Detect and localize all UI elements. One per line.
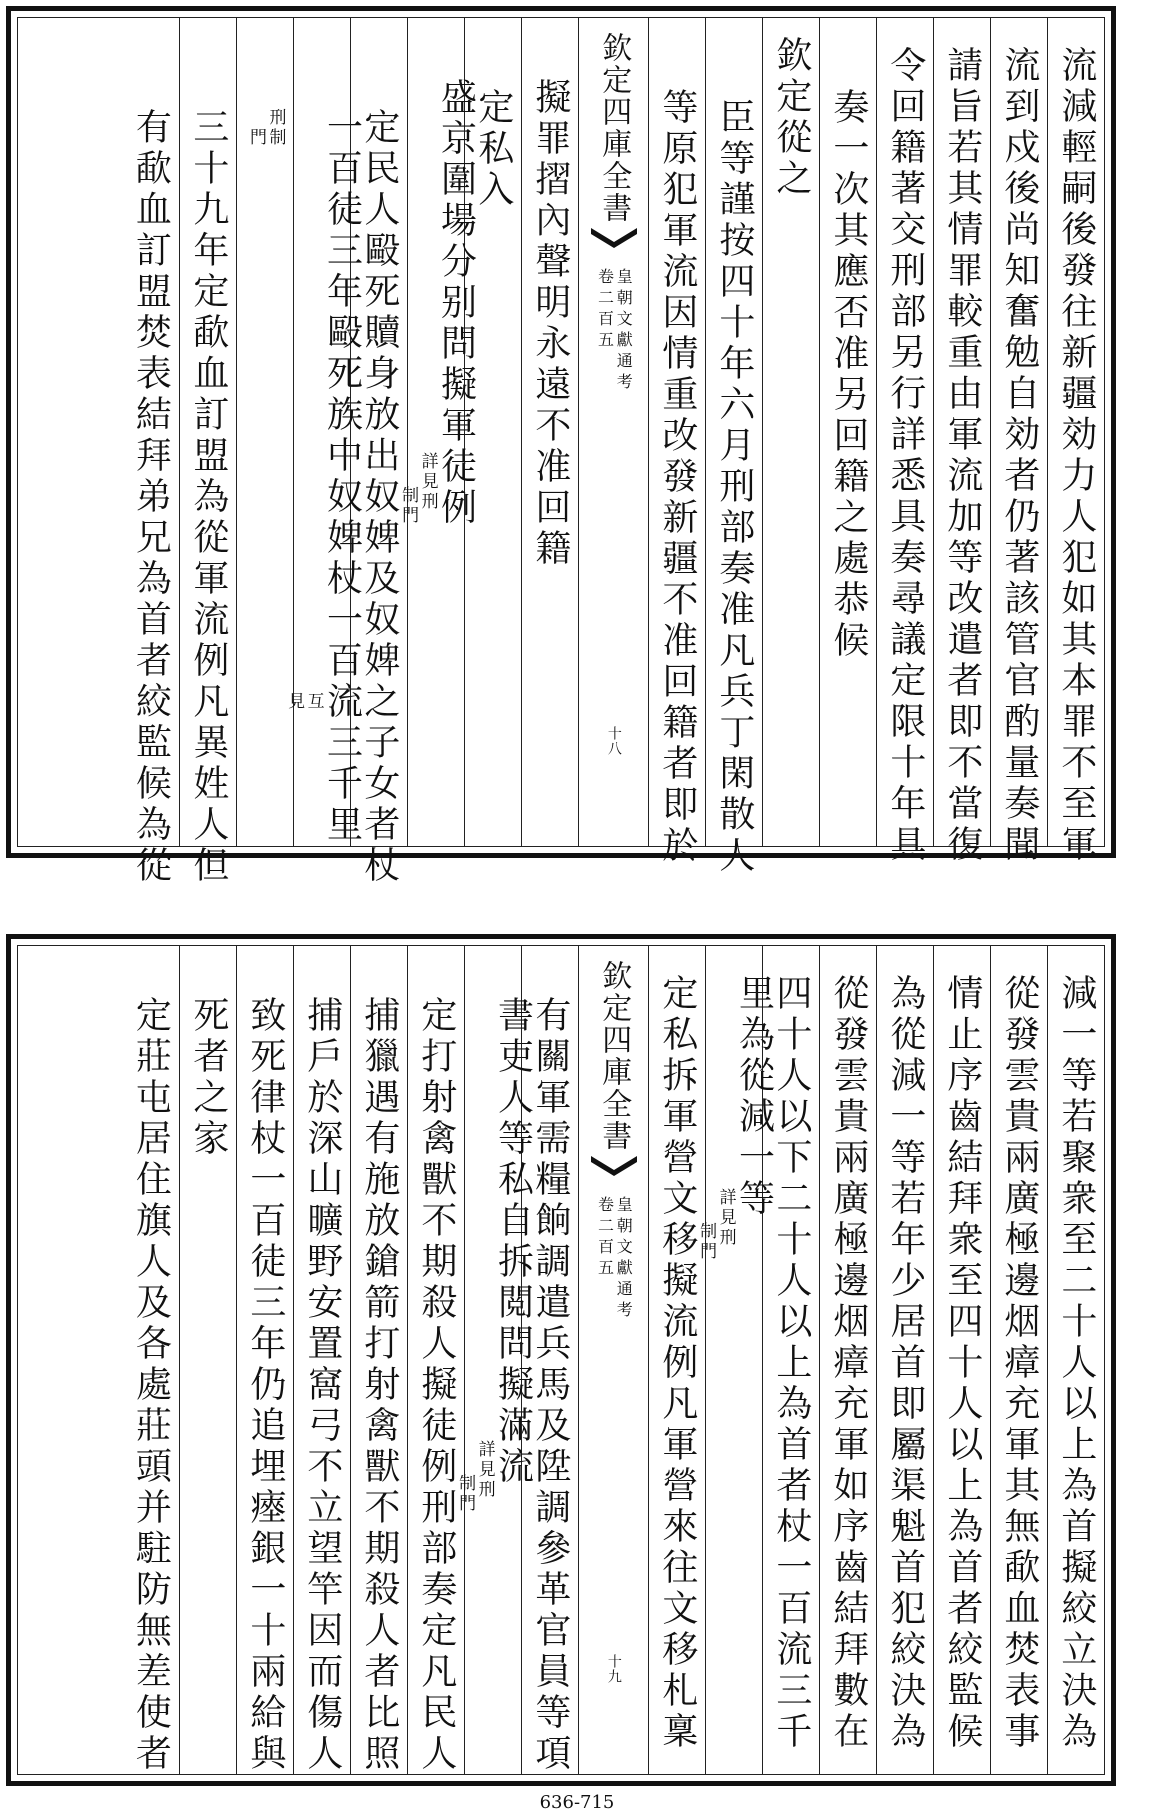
column-text: 擬罪摺內聲明永遠不准回籍 <box>529 78 571 570</box>
column-text: 定莊屯居住旗人及各處莊頭并駐防無差使者 <box>130 996 172 1775</box>
column-text: 里為從減一等 <box>733 974 775 1220</box>
column-text: 定打射禽獸不期殺人擬徒例刑部奏定凡民人 <box>415 996 457 1775</box>
text-column <box>819 946 876 1774</box>
annotation-note: 詳見刑 <box>417 452 438 512</box>
folio-number: 十九 <box>605 1654 622 1684</box>
text-column <box>236 18 293 846</box>
center-subtitle <box>579 268 648 394</box>
text-column <box>990 946 1047 1774</box>
text-column <box>179 946 236 1774</box>
column-text: 捕獵遇有施放鎗箭打射禽獸不期殺人者比照 <box>358 996 400 1775</box>
page-bottom <box>6 934 1116 1786</box>
column-text: 減一等若聚衆至二十人以上為首擬絞立決為 <box>1055 974 1097 1753</box>
column-text: 有歃血訂盟焚表結拜弟兄為首者絞監候為從 <box>130 108 172 887</box>
column-text: 一百徒三年毆死族中奴婢杖一百流三千里 <box>321 108 363 846</box>
column-text: 定私拆軍營文移擬流例凡軍營來往文移札稟 <box>656 974 698 1753</box>
column-text: 從發雲貴兩廣極邊烟瘴充軍如序齒結拜數在 <box>827 974 869 1753</box>
column-text: 致死律杖一百徒三年仍追埋瘞銀一十兩給與 <box>244 996 286 1775</box>
column-text: 等原犯軍流因情重改發新疆不准回籍者即於 <box>656 88 698 867</box>
text-column <box>696 946 775 1774</box>
column-text: 三十九年定歃血訂盟為從軍流例凡異姓人但 <box>187 108 229 887</box>
column-text: 捕戶於深山曠野安置窩弓不立望竿因而傷人 <box>301 996 343 1775</box>
annotation-note: 制門 <box>398 486 419 526</box>
column-text: 欽定從之 <box>770 36 812 200</box>
column-text: 從發雲貴兩廣極邊烟瘴充軍其無歃血焚表事 <box>998 974 1040 1753</box>
text-column <box>933 18 990 866</box>
column-text: 請旨若其情罪較重由軍流加等改遣者即不當復 <box>941 46 983 866</box>
text-column <box>762 18 819 846</box>
text-column <box>876 18 933 866</box>
text-column <box>407 946 464 1774</box>
text-column <box>648 18 705 867</box>
annotation-note: 互 <box>303 692 324 712</box>
center-subtitle-b: 卷二百五 <box>595 268 615 352</box>
center-fold <box>578 946 648 1774</box>
text-column <box>236 946 293 1774</box>
column-text: 定民人毆死贖身放出奴婢及奴婢之子女者杖 <box>358 108 400 887</box>
folio-number: 十八 <box>605 726 622 756</box>
text-column <box>455 946 534 1774</box>
column-text: 臣等謹按四十年六月刑部奏准凡兵丁閑散人 <box>713 98 755 877</box>
text-column <box>933 946 990 1774</box>
annotation-note: 詳見刑 <box>474 1440 495 1500</box>
fishtail-mark-icon <box>591 228 637 248</box>
column-text: 情止序齒結拜衆至四十人以上為首者絞監候 <box>941 974 983 1753</box>
annotation-note: 見 <box>284 692 305 712</box>
text-column <box>705 18 762 877</box>
page-top-frame <box>17 17 1105 887</box>
text-column <box>876 946 933 1774</box>
text-column <box>284 18 363 846</box>
column-text: 有關軍需糧餉調遣兵馬及陞調參革官員等項 <box>529 996 571 1775</box>
page-bottom-frame <box>17 945 1105 1775</box>
text-column <box>1047 946 1104 1774</box>
column-text: 奏一次其應否准另回籍之處恭候 <box>827 88 869 662</box>
page-top <box>6 6 1116 887</box>
text-column <box>648 946 705 1774</box>
column-text: 令回籍著交刑部另行詳悉具奏尋議定限十年具 <box>884 46 926 866</box>
center-subtitle <box>579 1196 648 1322</box>
center-fold <box>578 18 648 846</box>
annotation-note: 刑制 <box>265 108 286 148</box>
fishtail-mark-icon <box>591 1156 637 1176</box>
center-subtitle-a: 皇朝文獻通考 <box>614 1196 634 1322</box>
column-text: 定私入 <box>472 88 514 211</box>
page-number-footer: 636-715 <box>539 1792 615 1813</box>
column-text: 盛京圍場分别問擬軍徒例 <box>435 78 477 529</box>
text-column <box>179 18 236 887</box>
text-column <box>293 946 350 1774</box>
text-column <box>521 18 578 846</box>
text-column <box>819 18 876 846</box>
center-subtitle-a: 皇朝文獻通考 <box>614 268 634 394</box>
column-text: 書吏人等私自拆閲問擬滿流 <box>492 996 534 1488</box>
column-text: 死者之家 <box>187 996 229 1160</box>
text-column <box>990 18 1047 866</box>
text-column <box>1047 18 1104 866</box>
annotation-note: 詳見刑 <box>715 1188 736 1248</box>
book-title: 欽定四庫全書 <box>596 960 632 1152</box>
center-subtitle-b: 卷二百五 <box>595 1196 615 1280</box>
text-column <box>122 946 179 1774</box>
text-column <box>350 946 407 1774</box>
column-text: 四十人以下二十人以上為首者杖一百流三千 <box>770 974 812 1753</box>
text-column <box>122 18 179 887</box>
column-text: 為從減一等若年少居首即屬渠魁首犯絞決為 <box>884 974 926 1753</box>
column-text: 流到戍後尚知奮勉自効者仍著該管官酌量奏聞 <box>998 46 1040 866</box>
annotation-note: 制門 <box>455 1474 476 1514</box>
column-text: 流減輕嗣後發往新疆効力人犯如其本罪不至軍 <box>1055 46 1097 866</box>
text-column <box>398 18 477 846</box>
annotation-note: 制門 <box>696 1222 717 1262</box>
book-title: 欽定四庫全書 <box>596 32 632 224</box>
annotation-note: 門 <box>246 128 266 148</box>
